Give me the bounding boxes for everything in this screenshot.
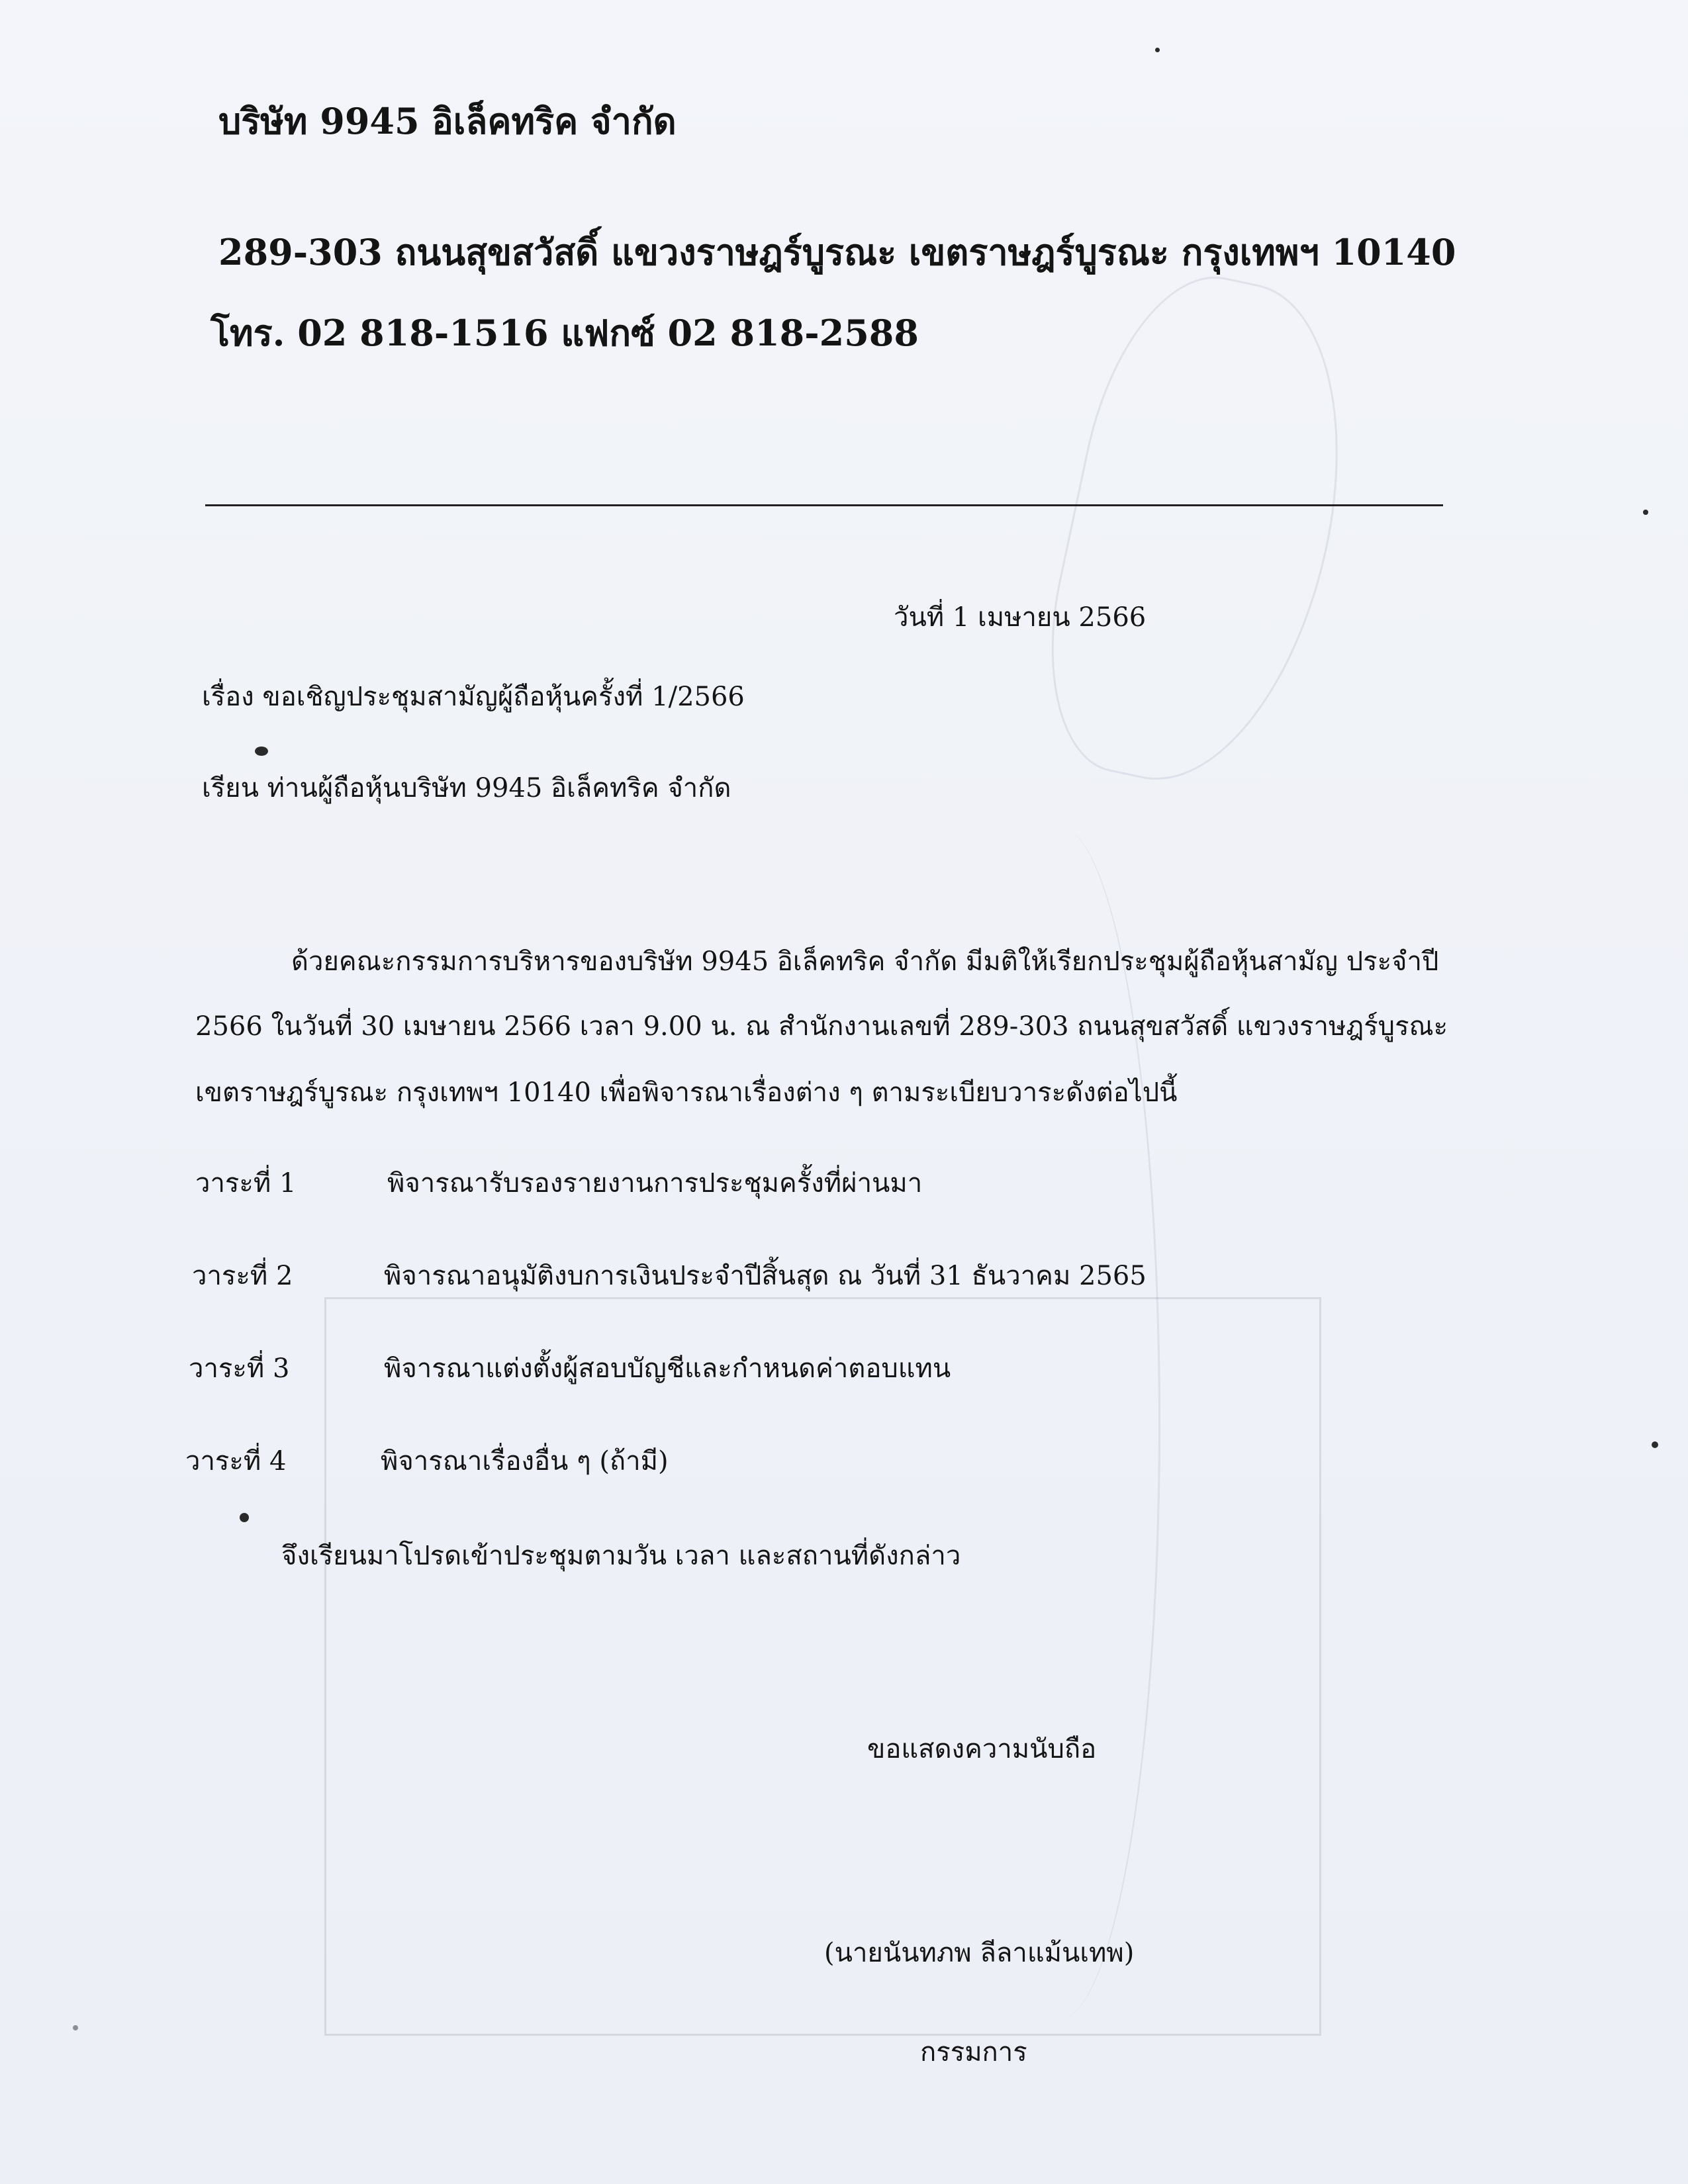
agenda-label-3: วาระที่ 3 (189, 1353, 290, 1384)
body-line-2: 2566 ในวันที่ 30 เมษายน 2566 เวลา 9.00 น. ณ สำนักงานเลขที่ 289-303 ถนนสุขสวัสดิ์ แขวงราษฎร์บูรณะ (195, 1011, 1448, 1042)
scan-speck (240, 1513, 249, 1522)
letter-subject: เรื่อง ขอเชิญประชุมสามัญผู้ถือหุ้นครั้งที่ 1/2566 (202, 682, 745, 712)
agenda-label-2: วาระที่ 2 (192, 1261, 293, 1291)
header-divider (205, 504, 1443, 506)
company-contact: โทร. 02 818-1516 แฟกซ์ 02 818-2588 (211, 312, 919, 354)
scan-speck (1155, 48, 1160, 52)
letter-date: วันที่ 1 เมษายน 2566 (894, 602, 1147, 633)
closing-line: จึงเรียนมาโปรดเข้าประชุมตามวัน เวลา และสถานที่ดังกล่าว (281, 1541, 961, 1571)
agenda-text-3: พิจารณาแต่งตั้งผู้สอบบัญชีและกำหนดค่าตอบแทน (384, 1353, 951, 1384)
regards: ขอแสดงความนับถือ (867, 1734, 1097, 1764)
letter-recipient: เรียน ท่านผู้ถือหุ้นบริษัท 9945 อิเล็คทริค จำกัด (202, 773, 731, 803)
scan-speck (73, 2025, 78, 2030)
signer-title: กรรมการ (920, 2037, 1027, 2068)
body-line-3: เขตราษฎร์บูรณะ กรุงเทพฯ 10140 เพื่อพิจารณาเรื่องต่าง ๆ ตามระเบียบวาระดังต่อไปนี้ (195, 1077, 1178, 1108)
scan-speck (1652, 1441, 1658, 1448)
agenda-label-1: วาระที่ 1 (195, 1168, 297, 1199)
agenda-text-2: พิจารณาอนุมัติงบการเงินประจำปีสิ้นสุด ณ วันที่ 31 ธันวาคม 2565 (384, 1261, 1147, 1291)
signer-name: (นายนันทภพ ลีลาแม้นเทพ) (824, 1938, 1135, 1968)
agenda-text-4: พิจารณาเรื่องอื่น ๆ (ถ้ามี) (381, 1446, 669, 1477)
bleed-through-frame (324, 1297, 1321, 2036)
scan-speck (255, 747, 268, 756)
company-name: บริษัท 9945 อิเล็คทริค จำกัด (218, 100, 677, 142)
agenda-label-4: วาระที่ 4 (185, 1446, 287, 1477)
company-address: 289-303 ถนนสุขสวัสดิ์ แขวงราษฎร์บูรณะ เขตราษฎร์บูรณะ กรุงเทพฯ 10140 (218, 231, 1456, 273)
agenda-text-1: พิจารณารับรองรายงานการประชุมครั้งที่ผ่านมา (387, 1168, 923, 1199)
body-line-1: ด้วยคณะกรรมการบริหารของบริษัท 9945 อิเล็คทริค จำกัด มีมติให้เรียกประชุมผู้ถือหุ้นสามัญ ประจำปี (291, 946, 1439, 977)
scan-speck (1643, 510, 1648, 515)
bleed-through-curve (1023, 257, 1378, 806)
